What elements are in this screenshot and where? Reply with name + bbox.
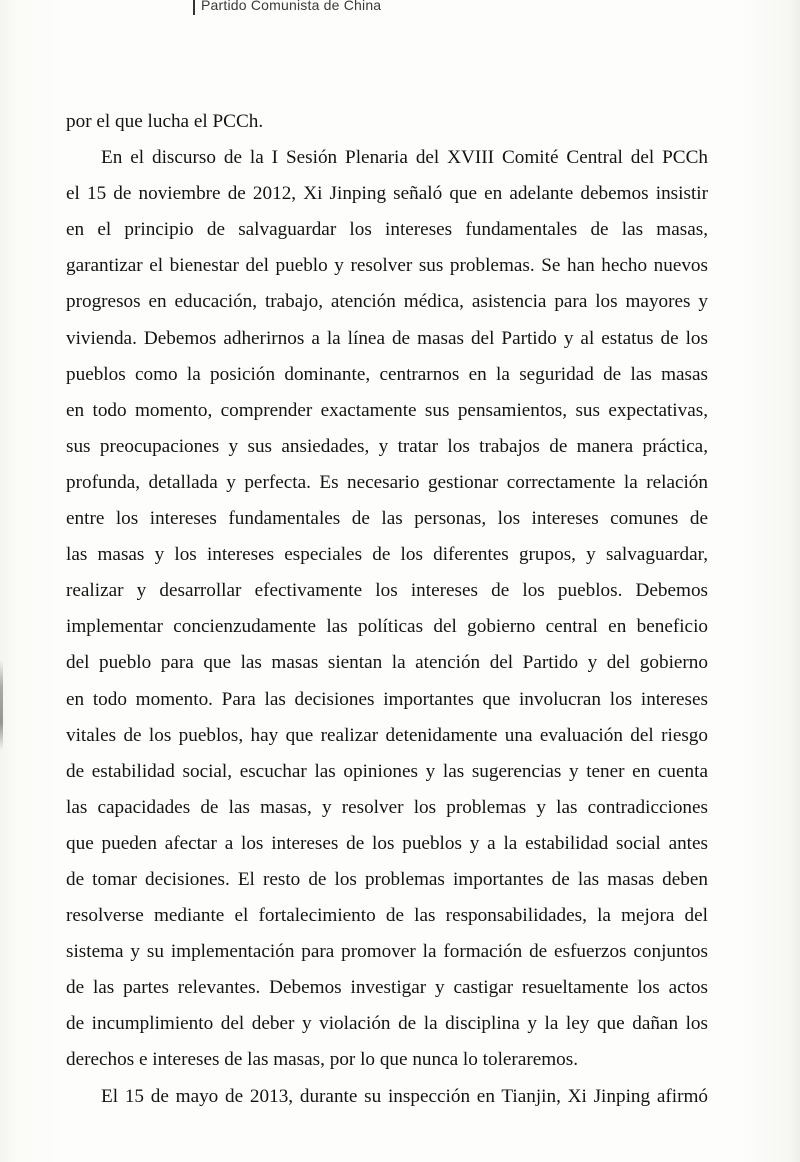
text-line: que pueden afectar a los intereses de los pueblos y a la estabilidad social antes xyxy=(66,832,708,854)
text-line: pueblos como la posición dominante, centrarnos en la seguridad de las masas xyxy=(66,363,708,385)
text-line: en todo momento, comprender exactamente sus pensamientos, sus expectativas, xyxy=(66,399,708,421)
running-header-text: Partido Comunista de China xyxy=(201,0,382,13)
text-line: resolverse mediante el fortalecimiento de las responsabilidades, la mejora del xyxy=(66,905,708,927)
text-line: las masas y los intereses especiales de los diferentes grupos, y salvaguardar, xyxy=(66,544,708,566)
text-line: garantizar el bienestar del pueblo y resolver sus problemas. Se han hecho nuevos xyxy=(66,255,708,277)
scan-edge-mark xyxy=(0,660,3,750)
text-line: derechos e intereses de las masas, por lo que nunca lo toleraremos. xyxy=(66,1049,579,1071)
text-line: El 15 de mayo de 2013, durante su inspección en Tianjin, Xi Jinping afirmó xyxy=(101,1085,708,1107)
text-line: de tomar decisiones. El resto de los problemas importantes de las masas deben xyxy=(66,868,708,890)
text-line: del pueblo para que las masas sientan la atención del Partido y del gobierno xyxy=(66,652,708,674)
text-line: vitales de los pueblos, hay que realizar detenidamente una evaluación del riesgo xyxy=(66,724,708,746)
text-line: por el que lucha el PCCh. xyxy=(66,111,264,132)
text-line: sistema y su implementación para promover la formación de esfuerzos conjuntos xyxy=(66,941,708,963)
text-line: profunda, detallada y perfecta. Es necesario gestionar correctamente la relación xyxy=(66,471,708,493)
text-line: el 15 de noviembre de 2012, Xi Jinping señaló que en adelante debemos insistir xyxy=(66,183,708,205)
body-text xyxy=(66,104,708,1115)
text-line: vivienda. Debemos adherirnos a la línea de masas del Partido y al estatus de los xyxy=(66,327,708,349)
text-line: de las partes relevantes. Debemos investigar y castigar resueltamente los actos xyxy=(66,977,708,999)
text-line: en todo momento. Para las decisiones importantes que involucran los intereses xyxy=(66,688,708,710)
text-line: progresos en educación, trabajo, atención médica, asistencia para los mayores y xyxy=(66,291,708,313)
text-line: En el discurso de la I Sesión Plenaria del XVIII Comité Central del PCCh xyxy=(101,147,708,169)
running-header xyxy=(193,0,381,16)
text-line: de estabilidad social, escuchar las opiniones y las sugerencias y tener en cuenta xyxy=(66,760,708,782)
text-line: de incumplimiento del deber y violación de la disciplina y la ley que dañan los xyxy=(66,1013,708,1035)
text-line: implementar concienzudamente las políticas del gobierno central en beneficio xyxy=(66,616,708,638)
text-line: las capacidades de las masas, y resolver los problemas y las contradicciones xyxy=(66,796,708,818)
text-line: sus preocupaciones y sus ansiedades, y tratar los trabajos de manera práctica, xyxy=(66,435,708,457)
text-line: entre los intereses fundamentales de las personas, los intereses comunes de xyxy=(66,508,708,530)
text-line: en el principio de salvaguardar los intereses fundamentales de las masas, xyxy=(66,219,708,241)
text-line: realizar y desarrollar efectivamente los intereses de los pueblos. Debemos xyxy=(66,580,708,602)
header-rule xyxy=(193,0,195,15)
